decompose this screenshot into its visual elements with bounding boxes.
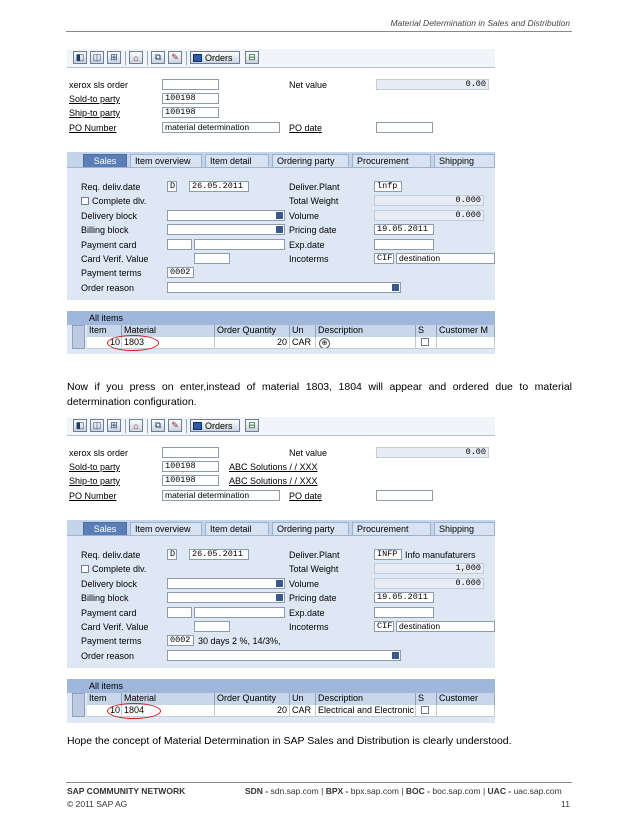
toolbar-separator (125, 51, 126, 65)
pricing-date-label: Pricing date (289, 593, 337, 603)
cell-description-wrap[interactable] (316, 337, 416, 349)
pricing-date-field[interactable]: 19.05.2011 (374, 592, 434, 603)
status-checkbox[interactable] (421, 706, 429, 714)
col-status[interactable]: S (416, 325, 437, 337)
order-header (67, 436, 495, 509)
col-description[interactable]: Description (316, 693, 416, 705)
payment-terms-label: Payment terms (81, 268, 142, 278)
cancel-icon[interactable]: ⊞ (107, 419, 121, 432)
card-verif-label: Card Verif. Value (81, 254, 149, 264)
toolbar-separator (186, 419, 187, 433)
change-icon[interactable]: ✎ (168, 419, 182, 432)
tab-item-overview[interactable]: Item overview (130, 522, 202, 535)
cell-item[interactable]: 10 (87, 705, 122, 717)
col-order-quantity[interactable]: Order Quantity (215, 693, 290, 705)
tab-ordering-party[interactable]: Ordering party (272, 522, 349, 535)
tab-procurement[interactable]: Procurement (352, 522, 431, 535)
doc-flow-icon[interactable]: ⊟ (245, 419, 259, 432)
bpx-label: BPX - (325, 786, 349, 796)
total-weight-field: 1,000 (374, 563, 484, 574)
col-customer-material[interactable]: Customer (437, 693, 495, 705)
page-header-title: Material Determination in Sales and Distribution (390, 18, 570, 28)
matchcode-icon[interactable]: ⊕ (319, 338, 330, 349)
toolbar-separator (147, 419, 148, 433)
po-number-field[interactable]: material determination (162, 122, 280, 133)
exit-icon[interactable]: ◫ (90, 419, 104, 432)
delivering-plant-field[interactable]: lnfp (374, 181, 402, 192)
red-annotation-circle (107, 703, 161, 719)
all-items-title: All items (89, 313, 124, 323)
payment-card-field[interactable] (194, 239, 285, 250)
all-items-title: All items (89, 681, 124, 691)
dropdown-icon[interactable] (276, 594, 283, 601)
incoterms-part2-field[interactable]: destination (396, 621, 495, 632)
delivery-block-label: Delivery block (81, 211, 138, 221)
cell-material[interactable]: 1804 (122, 705, 215, 717)
ship-to-field[interactable]: 100198 (162, 475, 219, 486)
order-type-label: xerox sls order (69, 448, 129, 458)
dropdown-icon[interactable] (276, 212, 283, 219)
tab-shipping[interactable]: Shipping (434, 522, 495, 535)
exp-date-field[interactable] (374, 607, 434, 618)
volume-field: 0.000 (374, 210, 484, 221)
payment-terms-label: Payment terms (81, 636, 142, 646)
row-selector[interactable] (72, 693, 85, 717)
back-icon[interactable]: ◧ (73, 51, 87, 64)
total-weight-label: Total Weight (289, 564, 339, 574)
order-type-label: xerox sls order (69, 80, 129, 90)
footer-network-name: SAP COMMUNITY NETWORK (67, 786, 186, 796)
po-date-label: PO date (289, 491, 323, 501)
order-number-field[interactable] (162, 79, 219, 90)
exp-date-field[interactable] (374, 239, 434, 250)
col-order-quantity[interactable]: Order Quantity (215, 325, 290, 337)
total-weight-label: Total Weight (289, 196, 339, 206)
order-reason-label: Order reason (81, 651, 135, 661)
footer-separator: | (482, 786, 486, 796)
payment-card-label: Payment card (81, 608, 137, 618)
sales-tab-panel (67, 167, 495, 300)
all-items-table (67, 679, 495, 723)
col-unit[interactable]: Un (290, 325, 316, 337)
footer-links (245, 786, 562, 796)
billing-block-field[interactable] (167, 224, 285, 235)
tab-strip (67, 520, 495, 535)
req-deliv-date-label: Req. deliv.date (81, 182, 141, 192)
pricing-date-field[interactable]: 19.05.2011 (374, 224, 434, 235)
display-icon[interactable]: ⧉ (151, 51, 165, 64)
boc-link[interactable]: boc.sap.com (432, 786, 481, 796)
col-material[interactable]: Material (122, 693, 215, 705)
application-toolbar (67, 49, 495, 68)
orders-label: Orders (205, 52, 233, 63)
req-deliv-date-field[interactable]: 26.05.2011 (189, 181, 249, 192)
tab-item-detail[interactable]: Item detail (205, 154, 269, 167)
cell-status[interactable] (416, 337, 437, 349)
ship-to-name: ABC Solutions / / XXX (229, 476, 318, 486)
delivery-block-field[interactable] (167, 578, 285, 589)
payment-terms-field[interactable]: 0002 (167, 635, 194, 646)
page-number: 11 (561, 799, 570, 809)
net-value-label: Net value (289, 448, 328, 458)
incoterms-field[interactable]: CIF (374, 253, 394, 264)
back-icon[interactable]: ◧ (73, 419, 87, 432)
billing-block-field[interactable] (167, 592, 285, 603)
cell-material[interactable]: 1803 (122, 337, 215, 349)
orders-icon (193, 54, 202, 62)
net-value-label: Net value (289, 80, 328, 90)
volume-field: 0.000 (374, 578, 484, 589)
delivery-block-field[interactable] (167, 210, 285, 221)
delivery-block-label: Delivery block (81, 579, 138, 589)
po-date-field[interactable] (376, 122, 433, 133)
cell-customer-material[interactable] (437, 337, 495, 349)
cell-unit[interactable]: CAR (290, 705, 316, 717)
tab-strip (67, 152, 495, 167)
orders-label: Orders (205, 420, 233, 431)
complete-delivery-checkbox[interactable] (81, 565, 89, 573)
home-icon[interactable]: ⌂ (129, 51, 143, 64)
order-header (67, 68, 495, 141)
incoterms-label: Incoterms (289, 254, 329, 264)
pricing-date-label: Pricing date (289, 225, 337, 235)
footer-copyright: © 2011 SAP AG (67, 799, 128, 809)
req-deliv-date-label: Req. deliv.date (81, 550, 141, 560)
home-icon[interactable]: ⌂ (129, 419, 143, 432)
volume-label: Volume (289, 211, 320, 221)
toolbar-separator (147, 51, 148, 65)
sap-screenshot-before (67, 49, 495, 354)
dropdown-icon[interactable] (276, 226, 283, 233)
ship-to-label: Ship-to party (69, 476, 121, 486)
col-customer-material[interactable]: Customer M (437, 325, 495, 337)
card-verif-field[interactable] (194, 621, 230, 632)
red-annotation-circle (107, 335, 159, 351)
ship-to-label: Ship-to party (69, 108, 121, 118)
ship-to-field[interactable]: 100198 (162, 107, 219, 118)
complete-delivery-label: Complete dlv. (92, 196, 147, 206)
exp-date-label: Exp.date (289, 240, 325, 250)
bpx-link[interactable]: bpx.sap.com (350, 786, 399, 796)
footer-separator: | (321, 786, 324, 796)
col-status[interactable]: S (416, 693, 437, 705)
col-item[interactable]: Item (87, 325, 122, 337)
volume-label: Volume (289, 579, 320, 589)
billing-block-label: Billing block (81, 225, 129, 235)
payment-terms-field[interactable]: 0002 (167, 267, 194, 278)
po-number-label: PO Number (69, 491, 117, 501)
sdn-label: SDN - (245, 786, 269, 796)
cell-description[interactable]: Electrical and Electronic (318, 705, 415, 715)
card-verif-field[interactable] (194, 253, 230, 264)
po-number-field[interactable]: material determination (162, 490, 280, 501)
cancel-icon[interactable]: ⊞ (107, 51, 121, 64)
footer-separator: | (401, 786, 404, 796)
col-unit[interactable]: Un (290, 693, 316, 705)
uac-link[interactable]: uac.sap.com (513, 786, 562, 796)
sold-to-label: Sold-to party (69, 94, 121, 104)
closing-paragraph: Hope the concept of Material Determination in SAP Sales and Distribution is clearly understood. (67, 735, 512, 747)
delivering-plant-field[interactable]: INFP (374, 549, 402, 560)
sales-tab-panel (67, 535, 495, 668)
payment-card-label: Payment card (81, 240, 137, 250)
all-items-table (67, 311, 495, 354)
footer-rule (66, 782, 572, 783)
sap-screenshot-after (67, 417, 495, 723)
cell-customer-material[interactable] (437, 705, 495, 717)
tab-shipping[interactable]: Shipping (434, 154, 495, 167)
sold-to-field[interactable]: 100198 (162, 93, 219, 104)
col-item[interactable]: Item (87, 693, 122, 705)
payment-card-type-field[interactable] (167, 239, 192, 250)
card-verif-label: Card Verif. Value (81, 622, 149, 632)
dropdown-icon[interactable] (392, 284, 399, 291)
req-deliv-date-type-field[interactable]: D (167, 181, 177, 192)
net-value-field: 0.00 (376, 79, 489, 90)
delivering-plant-name: Info manufaturers (405, 550, 476, 560)
incoterms-part2-field[interactable]: destination (396, 253, 495, 264)
po-date-label: PO date (289, 123, 323, 133)
sdn-link[interactable]: sdn.sap.com (270, 786, 319, 796)
explanation-paragraph: Now if you press on enter,instead of material 1803, 1804 will appear and ordered due to material determination configuration. (67, 381, 572, 408)
tab-sales[interactable]: Sales (83, 154, 127, 167)
all-items-title-bar (67, 679, 495, 693)
orders-button[interactable] (190, 51, 240, 64)
tab-ordering-party[interactable]: Ordering party (272, 154, 349, 167)
dropdown-icon[interactable] (276, 580, 283, 587)
exp-date-label: Exp.date (289, 608, 325, 618)
boc-label: BOC - (405, 786, 430, 796)
order-number-field[interactable] (162, 447, 219, 458)
cell-status[interactable] (416, 705, 437, 717)
sold-to-name: ABC Solutions / / XXX (229, 462, 318, 472)
tab-item-detail[interactable]: Item detail (205, 522, 269, 535)
delivering-plant-label: Deliver.Plant (289, 182, 340, 192)
billing-block-label: Billing block (81, 593, 129, 603)
row-selector[interactable] (72, 325, 85, 349)
tab-procurement[interactable]: Procurement (352, 154, 431, 167)
header-rule (66, 31, 572, 32)
payment-card-type-field[interactable] (167, 607, 192, 618)
incoterms-label: Incoterms (289, 622, 329, 632)
col-description[interactable]: Description (316, 325, 416, 337)
req-deliv-date-field[interactable]: 26.05.2011 (189, 549, 249, 560)
req-deliv-date-type-field[interactable]: D (167, 549, 177, 560)
display-icon[interactable]: ⧉ (151, 419, 165, 432)
sold-to-field[interactable]: 100198 (162, 461, 219, 472)
status-checkbox[interactable] (421, 338, 429, 346)
orders-button[interactable] (190, 419, 240, 432)
exit-icon[interactable]: ◫ (90, 51, 104, 64)
cell-item[interactable]: 10 (87, 337, 122, 349)
payment-card-field[interactable] (194, 607, 285, 618)
cell-unit[interactable]: CAR (290, 337, 316, 349)
order-reason-field[interactable] (167, 650, 401, 661)
application-toolbar (67, 417, 495, 436)
toolbar-separator (186, 51, 187, 65)
col-material[interactable]: Material (122, 325, 215, 337)
doc-flow-icon[interactable]: ⊟ (245, 51, 259, 64)
toolbar-separator (125, 419, 126, 433)
cell-order-quantity[interactable]: 20 (215, 337, 290, 349)
tab-item-overview[interactable]: Item overview (130, 154, 202, 167)
orders-icon (193, 422, 202, 430)
all-items-title-bar (67, 311, 495, 325)
cell-order-quantity[interactable]: 20 (215, 705, 290, 717)
complete-delivery-label: Complete dlv. (92, 564, 147, 574)
payment-terms-text: 30 days 2 %, 14/3%, (198, 636, 281, 646)
net-value-field: 0.00 (376, 447, 489, 458)
incoterms-field[interactable]: CIF (374, 621, 394, 632)
order-reason-field[interactable] (167, 282, 401, 293)
uac-label: UAC - (487, 786, 512, 796)
dropdown-icon[interactable] (392, 652, 399, 659)
total-weight-field: 0.000 (374, 195, 484, 206)
tab-sales[interactable]: Sales (83, 522, 127, 535)
po-date-field[interactable] (376, 490, 433, 501)
order-reason-label: Order reason (81, 283, 135, 293)
sold-to-label: Sold-to party (69, 462, 121, 472)
change-icon[interactable]: ✎ (168, 51, 182, 64)
delivering-plant-label: Deliver.Plant (289, 550, 340, 560)
complete-delivery-checkbox[interactable] (81, 197, 89, 205)
po-number-label: PO Number (69, 123, 117, 133)
